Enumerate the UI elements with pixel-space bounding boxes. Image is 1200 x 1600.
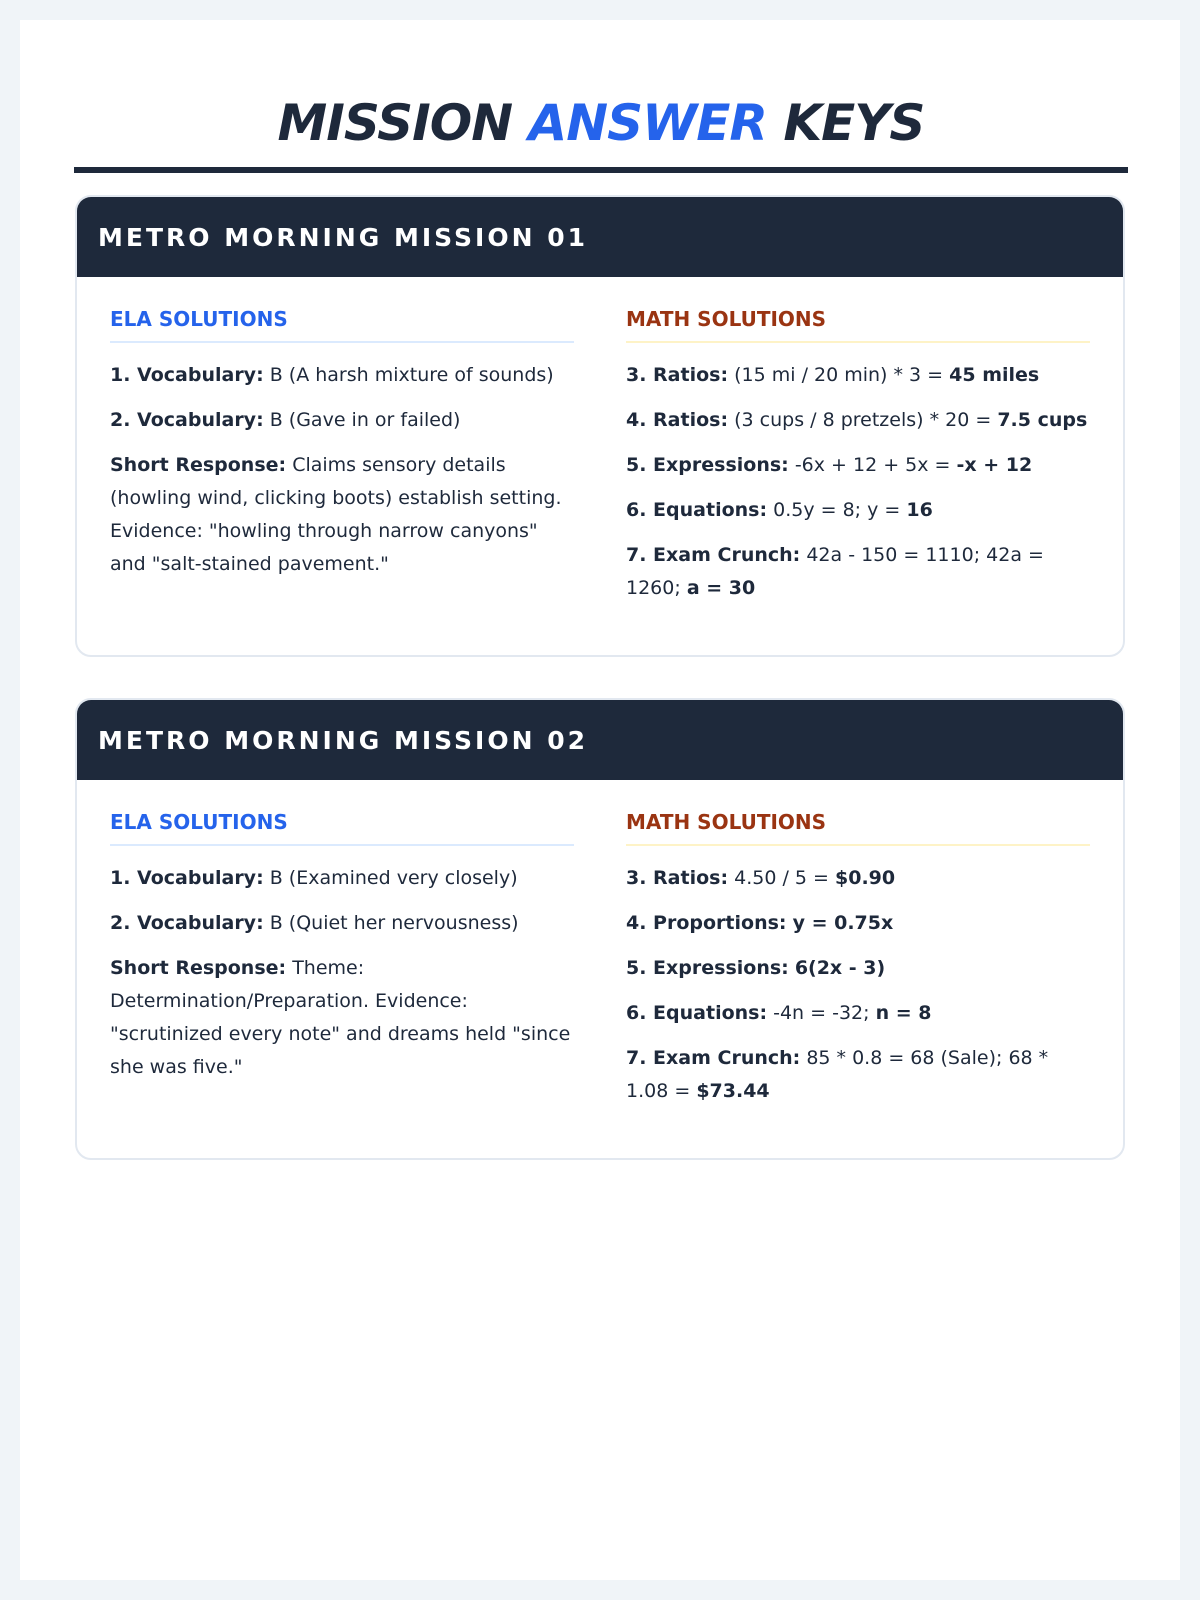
item-label: 6. Equations: <box>626 1002 768 1024</box>
page-title <box>74 78 1128 168</box>
mission-card-02 <box>75 698 1125 1160</box>
item-answer: a = 30 <box>686 577 756 599</box>
math-column <box>626 307 1090 617</box>
item-label: 1. Vocabulary: <box>110 364 264 386</box>
item-work: (3 cups / 8 pretzels) * 20 = <box>734 409 992 431</box>
mission-title: METRO MORNING MISSION 01 <box>98 222 589 252</box>
item-label: 7. Exam Crunch: <box>626 1047 801 1069</box>
item-answer: 7.5 cups <box>997 409 1088 431</box>
math-heading: MATH SOLUTIONS <box>626 307 1090 343</box>
ela-short-response <box>110 449 574 581</box>
item-label: 2. Vocabulary: <box>110 409 264 431</box>
item-answer: 45 miles <box>949 364 1040 386</box>
item-label: 4. Ratios: <box>626 409 729 431</box>
item-label: 1. Vocabulary: <box>110 867 264 889</box>
item-label: 5. Expressions: <box>626 454 789 476</box>
item-label: 5. Expressions: <box>626 957 789 979</box>
item-answer: 6(2x - 3) <box>794 957 886 979</box>
math-item <box>626 997 1090 1030</box>
ela-column <box>110 307 574 617</box>
item-text: B (Examined very closely) <box>269 867 518 889</box>
item-answer: $73.44 <box>696 1080 770 1102</box>
title-part-2: KEYS <box>783 94 925 152</box>
item-work: (15 mi / 20 min) * 3 = <box>734 364 944 386</box>
page-title-block <box>74 78 1128 168</box>
item-text: B (A harsh mixture of sounds) <box>269 364 554 386</box>
math-item <box>626 862 1090 895</box>
math-column <box>626 810 1090 1120</box>
math-item <box>626 952 1090 985</box>
math-item <box>626 907 1090 940</box>
answer-key-sheet <box>20 20 1180 1580</box>
ela-item <box>110 359 574 392</box>
mission-header <box>77 197 1123 277</box>
item-label: Short Response: <box>110 957 287 979</box>
ela-column <box>110 810 574 1120</box>
ela-heading: ELA SOLUTIONS <box>110 307 574 343</box>
math-item <box>626 494 1090 527</box>
item-answer: n = 8 <box>875 1002 932 1024</box>
item-work: 4.50 / 5 = <box>734 867 829 889</box>
item-answer: 16 <box>906 499 933 521</box>
math-item <box>626 539 1090 605</box>
item-work: 42a - 150 = 1110; 42a = 1260; <box>626 544 1044 599</box>
item-label: 7. Exam Crunch: <box>626 544 801 566</box>
item-work: -6x + 12 + 5x = <box>794 454 951 476</box>
item-text: B (Quiet her nervousness) <box>269 912 519 934</box>
mission-card-01 <box>75 195 1125 657</box>
title-divider <box>74 167 1128 173</box>
item-text: Theme: Determination/Preparation. Evidence: "scrutinized every note" and dreams held "since she was five." <box>110 957 571 1078</box>
mission-body <box>77 780 1123 1120</box>
item-label: Short Response: <box>110 454 287 476</box>
math-item <box>626 359 1090 392</box>
ela-heading: ELA SOLUTIONS <box>110 810 574 846</box>
item-work: 0.5y = 8; y = <box>773 499 901 521</box>
title-accent: ANSWER <box>528 94 767 152</box>
item-answer: $0.90 <box>835 867 896 889</box>
math-item <box>626 404 1090 437</box>
ela-short-response <box>110 952 574 1084</box>
item-label: 4. Proportions: <box>626 912 787 934</box>
item-label: 6. Equations: <box>626 499 768 521</box>
item-label: 2. Vocabulary: <box>110 912 264 934</box>
math-item <box>626 449 1090 482</box>
mission-title: METRO MORNING MISSION 02 <box>98 725 589 755</box>
item-work: -4n = -32; <box>773 1002 870 1024</box>
mission-body <box>77 277 1123 617</box>
item-text: B (Gave in or failed) <box>269 409 461 431</box>
title-part-1: MISSION <box>277 94 513 152</box>
mission-header <box>77 700 1123 780</box>
item-label: 3. Ratios: <box>626 364 729 386</box>
item-answer: -x + 12 <box>956 454 1033 476</box>
ela-item <box>110 404 574 437</box>
item-answer: y = 0.75x <box>792 912 894 934</box>
math-item <box>626 1042 1090 1108</box>
ela-item <box>110 862 574 895</box>
ela-item <box>110 907 574 940</box>
item-text: Claims sensory details (howling wind, clicking boots) establish setting. Evidence: "howling through narrow canyons" and "salt-stained pavement." <box>110 454 562 575</box>
math-heading: MATH SOLUTIONS <box>626 810 1090 846</box>
item-work: 85 * 0.8 = 68 (Sale); 68 * 1.08 = <box>626 1047 1049 1102</box>
item-label: 3. Ratios: <box>626 867 729 889</box>
